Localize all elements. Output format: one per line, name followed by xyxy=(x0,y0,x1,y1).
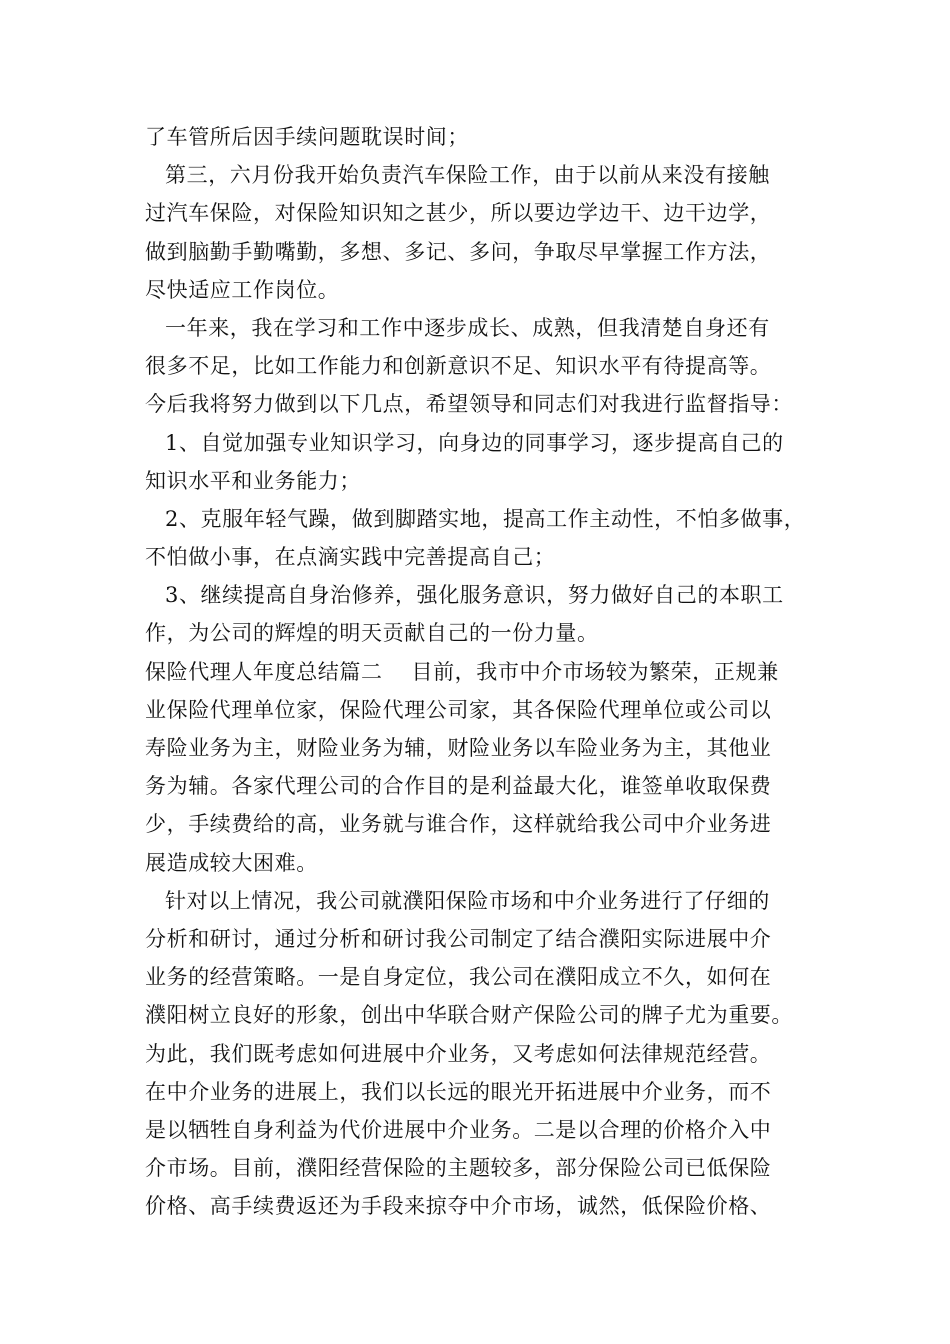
text-line: 作，为公司的辉煌的明天贡献自己的一份力量。 xyxy=(145,621,599,646)
list-item-2: 2、克服年轻气躁，做到脚踏实地，提高工作主动性，不怕多做事， xyxy=(165,506,806,531)
text-line: 今后我将努力做到以下几点，希望领导和同志们对我进行监督指导： xyxy=(145,392,793,417)
text-line: 寿险业务为主，财险业务为辅，财险业务以车险业务为主，其他业 xyxy=(145,736,772,760)
text-line: 业务的经营策略。一是自身定位，我公司在濮阳成立不久，如何在 xyxy=(145,965,772,990)
text-line: 过汽车保险，对保险知识知之甚少，所以要边学边干、边干边学， xyxy=(145,201,772,226)
text-line: 了车管所后因手续问题耽误时间； xyxy=(145,125,469,149)
document-body xyxy=(145,118,825,1225)
text-line: 针对以上情况，我公司就濮阳保险市场和中介业务进行了仔细的 xyxy=(165,888,770,913)
text-line: 展造成较大困难。 xyxy=(145,850,318,875)
section-heading-line: 保险代理人年度总结篇二 目前，我市中介市场较为繁荣，正规兼 xyxy=(145,659,779,684)
text-line: 介市场。目前，濮阳经营保险的主题较多，部分保险公司已低保险 xyxy=(145,1156,772,1181)
text-line: 很多不足，比如工作能力和创新意识不足、知识水平有待提高等。 xyxy=(145,354,772,379)
text-line: 分析和研讨，通过分析和研讨我公司制定了结合濮阳实际进展中介 xyxy=(145,926,772,951)
text-line: 在中介业务的进展上，我们以长远的眼光开拓进展中介业务，而不 xyxy=(145,1079,772,1104)
list-item-1: 1、自觉加强专业知识学习，向身边的同事学习，逐步提高自己的 xyxy=(165,430,784,455)
list-item-3: 3、继续提高自身治修养，强化服务意识，努力做好自己的本职工 xyxy=(165,583,784,608)
text-line: 尽快适应工作岗位。 xyxy=(145,277,340,302)
text-line: 是以牺牲自身利益为代价进展中介业务。二是以合理的价格介入中 xyxy=(145,1117,772,1142)
text-line: 一年来，我在学习和工作中逐步成长、成熟，但我清楚自身还有 xyxy=(165,315,770,340)
text-line: 价格、高手续费返还为手段来掠夺中介市场，诚然，低保险价格、 xyxy=(145,1194,772,1219)
text-line: 第三，六月份我开始负责汽车保险工作，由于以前从来没有接触 xyxy=(165,163,770,188)
text-line: 务为辅。各家代理公司的合作目的是利益最大化，谁签单收取保费 xyxy=(145,774,772,799)
text-line: 知识水平和业务能力； xyxy=(145,468,361,493)
text-line: 做到脑勤手勤嘴勤，多想、多记、多问，争取尽早掌握工作方法， xyxy=(145,239,772,264)
text-line: 濮阳树立良好的形象，创出中华联合财产保险公司的牌子尤为重要。 xyxy=(145,1003,793,1028)
text-line: 少，手续费给的高，业务就与谁合作，这样就给我公司中介业务进 xyxy=(145,812,772,837)
text-line: 为此，我们既考虑如何进展中介业务，又考虑如何法律规范经营。 xyxy=(145,1041,772,1066)
text-line: 不怕做小事，在点滴实践中完善提高自己； xyxy=(145,545,556,570)
text-line: 业保险代理单位家，保险代理公司家，其各保险代理单位或公司以 xyxy=(145,697,772,722)
